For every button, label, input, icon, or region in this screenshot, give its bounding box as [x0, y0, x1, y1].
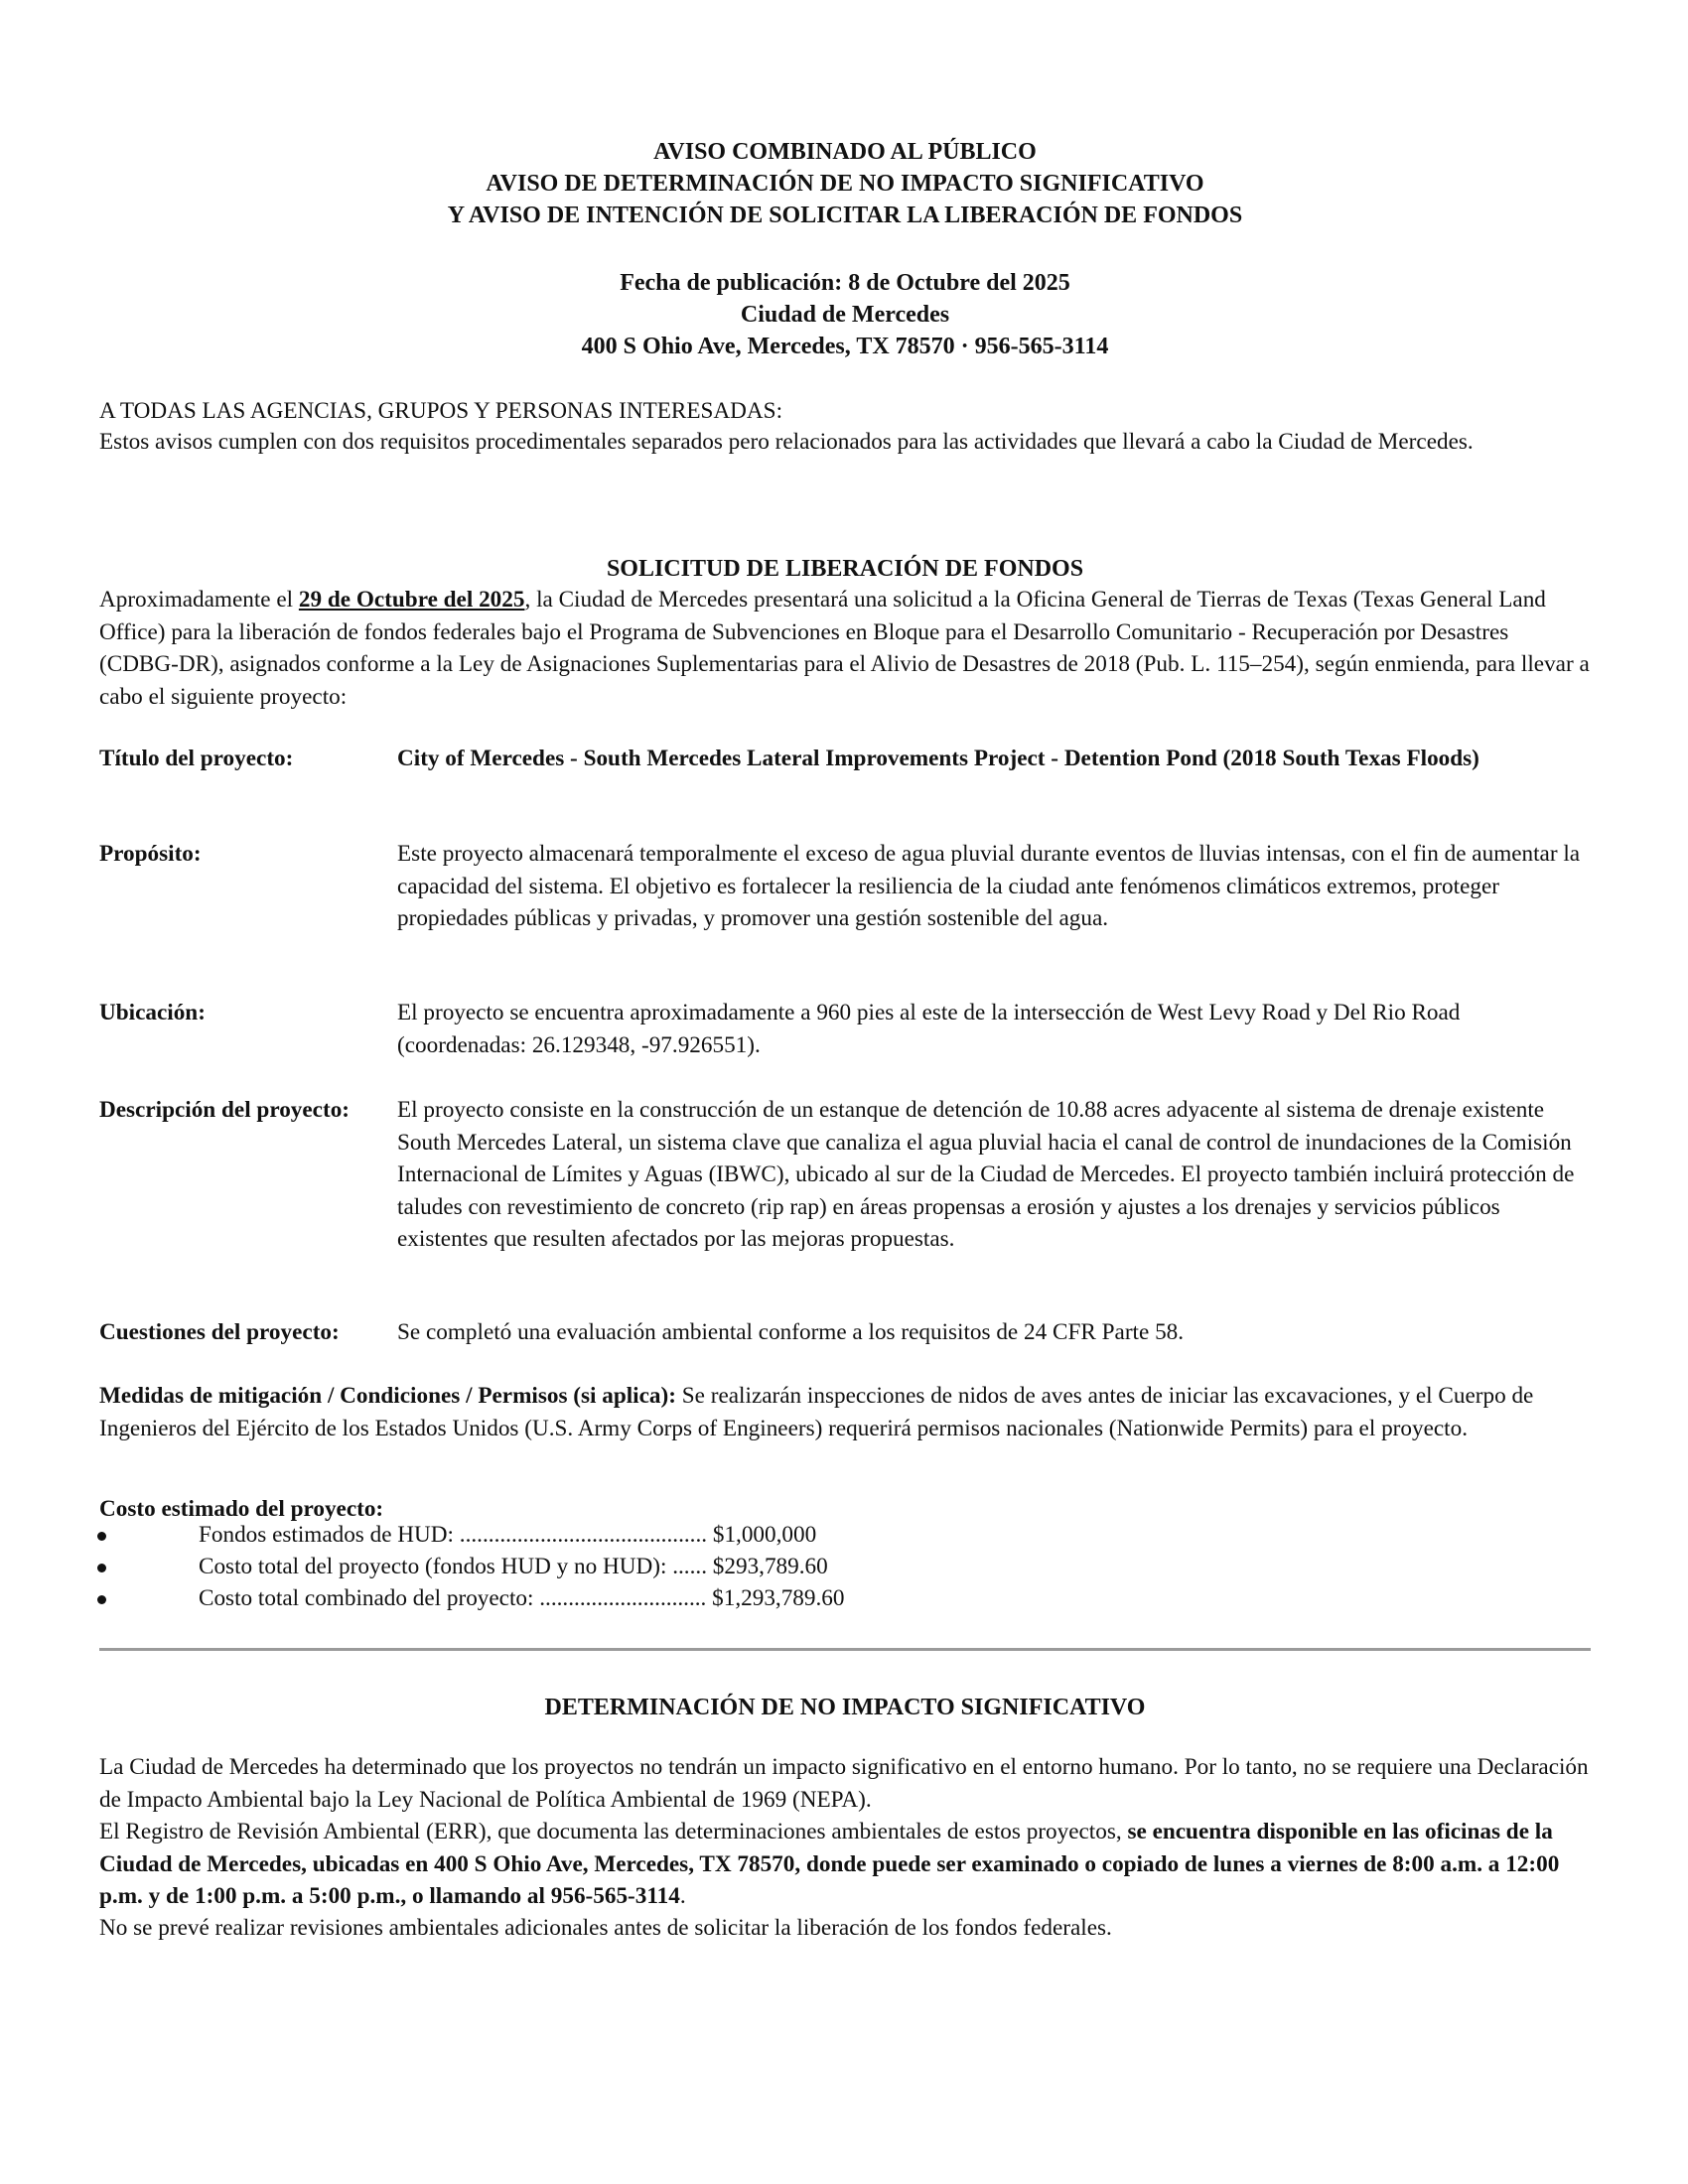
bullet-icon [97, 1564, 106, 1572]
rof-heading: SOLICITUD DE LIBERACIÓN DE FONDOS [606, 556, 1084, 582]
bullet-icon [97, 1532, 106, 1541]
mitigation-label: Medidas de mitigación / Condiciones / Permisos (si aplica): [99, 1383, 676, 1409]
section-divider [99, 1648, 1591, 1651]
fonsi-p2-start: El Registro de Revisión Ambiental (ERR), que documenta las determinaciones ambientales de estos proyectos, [99, 1819, 1128, 1844]
issues-value: Se completó una evaluación ambiental conforme a los requisitos de 24 CFR Parte 58. [397, 1319, 1185, 1345]
city-address: 400 S Ohio Ave, Mercedes, TX 78570 · 956-565-3114 [581, 334, 1109, 359]
cost-item-text: Fondos estimados de HUD: ........................................... $1,000,000 [199, 1522, 817, 1548]
header-title-1: AVISO COMBINADO AL PÚBLICO [653, 139, 1037, 165]
intro-paragraph: Estos avisos cumplen con dos requisitos procedimentales separados pero relacionados para las actividades que llevará a cabo la Ciudad de Mercedes. [99, 429, 1474, 455]
header-title-3: Y AVISO DE INTENCIÓN DE SOLICITAR LA LIBERACIÓN DE FONDOS [447, 203, 1243, 228]
rof-paragraph [99, 584, 1591, 713]
fonsi-p2-bold: se encuentra disponible en las oficinas de la Ciudad de Mercedes, ubicadas en 400 S Ohio Ave, Mercedes, TX 78570, donde puede ser examinado o copiado de lunes a viernes de 8:00 a.m. a 12:00 p.m. y de 1:00 p.m. a 5:00 p.m., o llamando al 956-565-3114 [99, 1819, 1560, 1909]
project-title-label: Título del proyecto: [99, 746, 294, 771]
mitigation-paragraph [99, 1380, 1591, 1444]
rof-date: 29 de Octubre del 2025 [298, 587, 525, 613]
fonsi-p2-end: . [679, 1883, 686, 1909]
cost-item-text: Costo total combinado del proyecto: ............................. $1,293,789.60 [199, 1585, 845, 1611]
fonsi-paragraph-3: No se prevé realizar revisiones ambientales adicionales antes de solicitar la liberación de los fondos federales. [99, 1915, 1112, 1941]
notice-page [99, 0, 1591, 2184]
publication-date: Fecha de publicación: 8 de Octubre del 2025 [620, 270, 1070, 296]
purpose-label: Propósito: [99, 841, 202, 867]
location-value: El proyecto se encuentra aproximadamente a 960 pies al este de la intersección de West Levy Road y Del Rio Road (coordenadas: 26.129348, -97.926551). [397, 1000, 1461, 1058]
fonsi-paragraph-2 [99, 1816, 1591, 1913]
issues-label: Cuestiones del proyecto: [99, 1319, 340, 1345]
fonsi-heading: DETERMINACIÓN DE NO IMPACTO SIGNIFICATIVO [544, 1695, 1146, 1720]
city-name: Ciudad de Mercedes [740, 302, 950, 328]
mitigation-value: Se realizarán inspecciones de nidos de aves antes de iniciar las excavaciones, y el Cuerpo de Ingenieros del Ejército de los Estados Unidos (U.S. Army Corps of Engineers) requerirá permisos nacionales (Nationwide Permits) para el proyecto. [99, 1383, 1534, 1441]
rof-text-rest: , la Ciudad de Mercedes presentará una solicitud a la Oficina General de Tierras de Texas (Texas General Land Office) para la liberación de fondos federales bajo el Programa de Subvenciones en Bloque para el Desarrollo Comunitario - Recuperación por Desastres (CDBG-DR), asignados conforme a la Ley de Asignaciones Suplementarias para el Alivio de Desastres de 2018 (Pub. L. 115–254), según enmienda, para llevar a cabo el siguiente proyecto: [99, 587, 1590, 710]
description-value: El proyecto consiste en la construcción de un estanque de detención de 10.88 acres adyacente al sistema de drenaje existente South Mercedes Lateral, un sistema clave que canaliza el agua pluvial hacia el canal de control de inundaciones de la Comisión Internacional de Límites y Aguas (IBWC), ubicado al sur de la Ciudad de Mercedes. El proyecto también incluirá protección de taludes con revestimiento de concreto (rip rap) en áreas propensas a erosión y ajustes a los drenajes y servicios públicos existentes que resulten afectados por las mejoras propuestas. [397, 1097, 1575, 1252]
header-title-2: AVISO DE DETERMINACIÓN DE NO IMPACTO SIGNIFICATIVO [486, 171, 1204, 197]
bullet-icon [97, 1595, 106, 1604]
rof-text-start: Aproximadamente el [99, 587, 299, 613]
fonsi-paragraph-1: La Ciudad de Mercedes ha determinado que los proyectos no tendrán un impacto significativo en el entorno humano. Por lo tanto, no se requiere una Declaración de Impacto Ambiental bajo la Ley Nacional de Política Ambiental de 1969 (NEPA). [99, 1754, 1589, 1813]
description-label: Descripción del proyecto: [99, 1097, 351, 1123]
project-title-value: City of Mercedes - South Mercedes Lateral Improvements Project - Detention Pond (2018 South Texas Floods) [397, 746, 1479, 771]
salutation: A TODAS LAS AGENCIAS, GRUPOS Y PERSONAS INTERESADAS: [99, 398, 783, 424]
cost-item-text: Costo total del proyecto (fondos HUD y no HUD): ...... $293,789.60 [199, 1554, 828, 1579]
cost-heading: Costo estimado del proyecto: [99, 1496, 384, 1522]
purpose-value: Este proyecto almacenará temporalmente el exceso de agua pluvial durante eventos de lluvias intensas, con el fin de aumentar la capacidad del sistema. El objetivo es fortalecer la resiliencia de la ciudad ante fenómenos climáticos extremos, proteger propiedades públicas y privadas, y promover una gestión sostenible del agua. [397, 841, 1581, 931]
location-label: Ubicación: [99, 1000, 206, 1025]
